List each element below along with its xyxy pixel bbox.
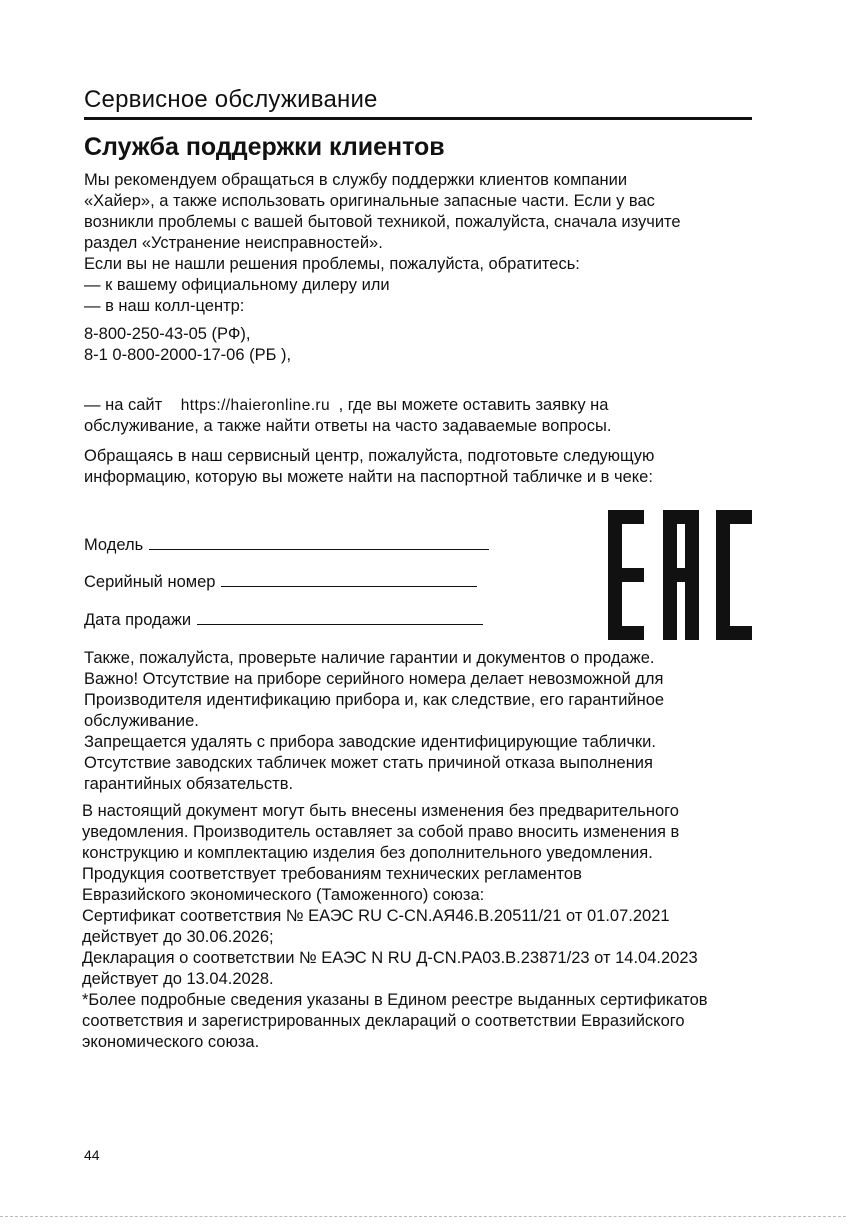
prepare-paragraph	[84, 446, 774, 488]
sale-date-field	[84, 610, 483, 630]
phone-list	[84, 324, 774, 366]
intro-line: раздел «Устранение неисправностей».	[84, 234, 383, 252]
page-number: 44	[84, 1147, 100, 1163]
declaration-validity: действует до 13.04.2028.	[82, 970, 274, 988]
warning-paragraph	[84, 648, 774, 795]
eac-letter-e	[608, 510, 644, 640]
registry-note: соответствия и зарегистрированных деклараций о соответствии Евразийского	[82, 1012, 685, 1030]
legal-line: Продукция соответствует требованиям технических регламентов	[82, 865, 582, 883]
model-field	[84, 535, 489, 555]
website-prefix: — на сайт	[84, 396, 163, 414]
certificate-validity: действует до 30.06.2026;	[82, 928, 274, 946]
section-title: Сервисное обслуживание	[84, 86, 378, 113]
legal-line: уведомления. Производитель оставляет за собой право вносить изменения в	[82, 823, 680, 841]
eac-letter-c	[716, 510, 752, 640]
warning-line: обслуживание.	[84, 712, 199, 730]
serial-blank-line[interactable]	[221, 572, 477, 587]
warning-line: Запрещается удалять с прибора заводские идентифицирующие таблички.	[84, 733, 656, 751]
model-label: Модель	[84, 536, 144, 554]
page-heading: Служба поддержки клиентов	[84, 133, 445, 161]
website-line2: обслуживание, а также найти ответы на часто задаваемые вопросы.	[84, 417, 612, 435]
warning-line: Производителя идентификацию прибора и, как следствие, его гарантийное	[84, 691, 665, 709]
warning-line: Также, пожалуйста, проверьте наличие гарантии и документов о продаже.	[84, 649, 655, 667]
legal-line: В настоящий документ могут быть внесены изменения без предварительного	[82, 802, 679, 820]
section-divider	[84, 117, 752, 120]
intro-line: «Хайер», а также использовать оригинальные запасные части. Если у вас	[84, 192, 655, 210]
intro-paragraph	[84, 170, 774, 317]
legal-line: конструкцию и комплектацию изделия без дополнительного уведомления.	[82, 844, 653, 862]
warning-line: Отсутствие заводских табличек может стать причиной отказа выполнения	[84, 754, 653, 772]
declaration-line: Декларация о соответствии № ЕАЭС N RU Д-CN.РА03.В.23871/23 от 14.04.2023	[82, 949, 698, 967]
intro-line: — к вашему официальному дилеру или	[84, 276, 390, 294]
intro-line: возникли проблемы с вашей бытовой техникой, пожалуйста, сначала изучите	[84, 213, 681, 231]
warning-line: гарантийных обязательств.	[84, 775, 294, 793]
website-suffix: , где вы можете оставить заявку на	[338, 396, 609, 414]
serial-label: Серийный номер	[84, 573, 216, 591]
model-blank-line[interactable]	[149, 535, 489, 550]
intro-line: Если вы не нашли решения проблемы, пожалуйста, обратитесь:	[84, 255, 580, 273]
prepare-line: Обращаясь в наш сервисный центр, пожалуйста, подготовьте следующую	[84, 447, 655, 465]
registry-note: экономического союза.	[82, 1033, 260, 1051]
intro-line: Мы рекомендуем обращаться в службу поддержки клиентов компании	[84, 171, 628, 189]
legal-paragraph	[82, 801, 782, 1053]
intro-line: — в наш колл-центр:	[84, 297, 245, 315]
certificate-line: Сертификат соответствия № ЕАЭС RU C-CN.АЯ46.В.20511/21 от 01.07.2021	[82, 907, 670, 925]
eac-logo	[608, 510, 752, 640]
serial-field	[84, 572, 477, 592]
legal-line: Евразийского экономического (Таможенного) союза:	[82, 886, 485, 904]
registry-note: *Более подробные сведения указаны в Едином реестре выданных сертификатов	[82, 991, 708, 1009]
warning-line: Важно! Отсутствие на приборе серийного номера делает невозможной для	[84, 670, 664, 688]
phone-by: 8-1 0-800-2000-17-06 (РБ ),	[84, 346, 292, 364]
phone-ru: 8-800-250-43-05 (РФ),	[84, 325, 251, 343]
eac-letter-a	[663, 510, 699, 640]
sale-date-label: Дата продажи	[84, 611, 192, 629]
sale-date-blank-line[interactable]	[197, 610, 483, 625]
page-bottom-edge	[0, 1216, 846, 1218]
website-paragraph	[84, 395, 774, 437]
prepare-line: информацию, которую вы можете найти на паспортной табличке и в чеке:	[84, 468, 653, 486]
website-link[interactable]: https://haieronline.ru	[180, 397, 331, 414]
